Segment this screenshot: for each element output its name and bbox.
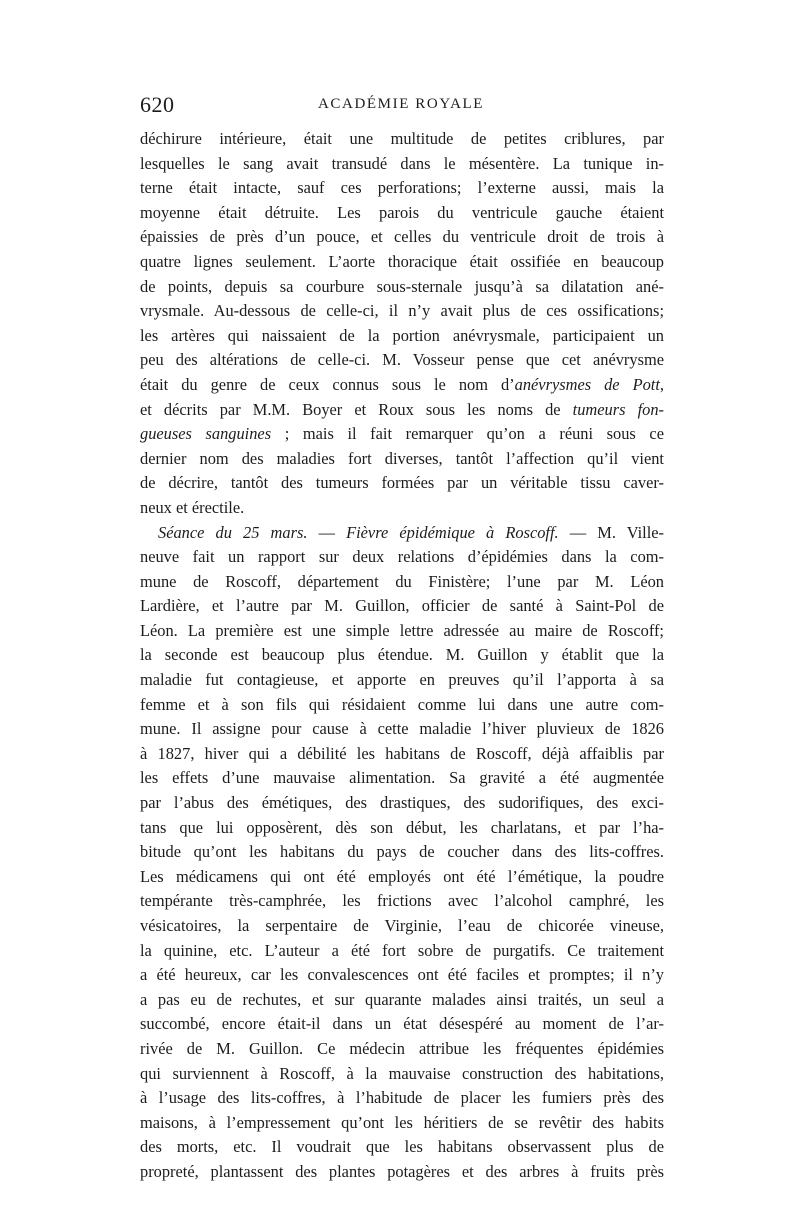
- text-line: Léon. La première est une simple lettre adressée au maire de Roscoff;: [140, 620, 664, 640]
- text-line: la quinine, etc. L’auteur a été fort sobre de purgatifs. Ce traitement: [140, 940, 664, 960]
- text-line: épaissies de près d’un pouce, et celles du ventricule droit de trois à: [140, 227, 664, 247]
- running-head: ACADÉMIE ROYALE: [318, 96, 485, 112]
- text-line: succombé, encore était-il dans un état désespéré au moment de l’ar-: [140, 1014, 664, 1034]
- text-line: de points, depuis sa courbure sous-sternale jusqu’à sa dilatation ané-: [140, 276, 664, 296]
- text-line: peu des altérations de celle-ci. M. Vosseur pense que cet anévrysme: [140, 350, 664, 370]
- text-line: qui surviennent à Roscoff, à la mauvaise construction des habitations,: [140, 1063, 664, 1083]
- text-line: terne était intacte, sauf ces perforations; l’externe aussi, mais la: [140, 178, 664, 198]
- text-line: vrysmale. Au-dessous de celle-ci, il n’y avait plus de ces ossifications;: [140, 301, 664, 321]
- text-line: a pas eu de rechutes, et sur quarante malades ainsi traités, un seul a: [140, 989, 664, 1009]
- text-line: les effets d’une mauvaise alimentation. Sa gravité a été augmentée: [140, 768, 664, 788]
- text-line: à 1827, hiver qui a débilité les habitans de Roscoff, déjà affaiblis par: [140, 743, 664, 763]
- text-line: mune de Roscoff, département du Finistère; l’une par M. Léon: [140, 571, 664, 591]
- text-line: tans que lui opposèrent, dès son début, les charlatans, et par l’ha-: [140, 817, 664, 837]
- text-line: femme et à son fils qui résidaient comme lui dans une autre com-: [140, 694, 664, 714]
- text-line: tempérante très-camphrée, les frictions avec l’alcohol camphré, les: [140, 891, 664, 911]
- text-line: la seconde est beaucoup plus étendue. M. Guillon y établit que la: [140, 645, 664, 665]
- text-line: les artères qui naissaient de la portion anévrysmale, participaient un: [140, 325, 664, 345]
- text-line: gueuses sanguines ; mais il fait remarquer qu’on a réuni sous ce: [140, 424, 664, 444]
- text-line: par l’abus des émétiques, des drastiques, des sudorifiques, des exci-: [140, 793, 664, 813]
- page-number: 620: [140, 92, 175, 117]
- text-line: maladie fut contagieuse, et apporte en preuves qu’il l’apporta à sa: [140, 670, 664, 690]
- text-line: quatre lignes seulement. L’aorte thoracique était ossifiée en beaucoup: [140, 251, 664, 271]
- text-line: a été heureux, car les convalescences ont été faciles et promptes; il n’y: [140, 965, 664, 985]
- body-text: [140, 127, 664, 1185]
- text-line: Les médicamens qui ont été employés ont été l’émétique, la poudre: [140, 866, 664, 886]
- text-line: était du genre de ceux connus sous le nom d’anévrysmes de Pott,: [140, 374, 665, 394]
- text-line: moyenne était détruite. Les parois du ventricule gauche étaient: [140, 202, 664, 222]
- text-line: bitude qu’ont les habitans du pays de coucher dans des lits-coffres.: [140, 842, 664, 862]
- text-line: lesquelles le sang avait transudé dans le mésentère. La tunique in-: [140, 153, 664, 173]
- text-line: neuve fait un rapport sur deux relations d’épidémies dans la com-: [140, 547, 664, 567]
- text-line: des morts, etc. Il voudrait que les habitans observassent plus de: [140, 1137, 664, 1157]
- text-line: Lardière, et l’autre par M. Guillon, officier de santé à Saint-Pol de: [140, 596, 664, 616]
- text-line: à l’usage des lits-coffres, à l’habitude de placer les fumiers près des: [140, 1088, 664, 1108]
- text-line: mune. Il assigne pour cause à cette maladie l’hiver pluvieux de 1826: [140, 719, 664, 739]
- text-line: propreté, plantassent des plantes potagères et des arbres à fruits près: [140, 1161, 664, 1181]
- text-line: neux et érectile.: [140, 497, 245, 517]
- text-line: maisons, à l’empressement qu’ont les héritiers de se revêtir des habits: [140, 1112, 664, 1132]
- text-line: rivée de M. Guillon. Ce médecin attribue les fréquentes épidémies: [140, 1038, 664, 1058]
- text-line: Séance du 25 mars. — Fièvre épidémique à Roscoff. — M. Ville-: [158, 522, 664, 542]
- text-line: de décrire, tantôt des tumeurs formées par un véritable tissu caver-: [140, 473, 664, 493]
- page-header: [140, 92, 664, 122]
- text-line: et décrits par M.M. Boyer et Roux sous les noms de tumeurs fon-: [140, 399, 664, 419]
- text-line: vésicatoires, la serpentaire de Virginie, l’eau de chicorée vineuse,: [140, 916, 664, 935]
- text-line: dernier nom des maladies fort diverses, tantôt l’affection qu’il vient: [140, 448, 664, 468]
- text-line: déchirure intérieure, était une multitude de petites criblures, par: [140, 129, 664, 148]
